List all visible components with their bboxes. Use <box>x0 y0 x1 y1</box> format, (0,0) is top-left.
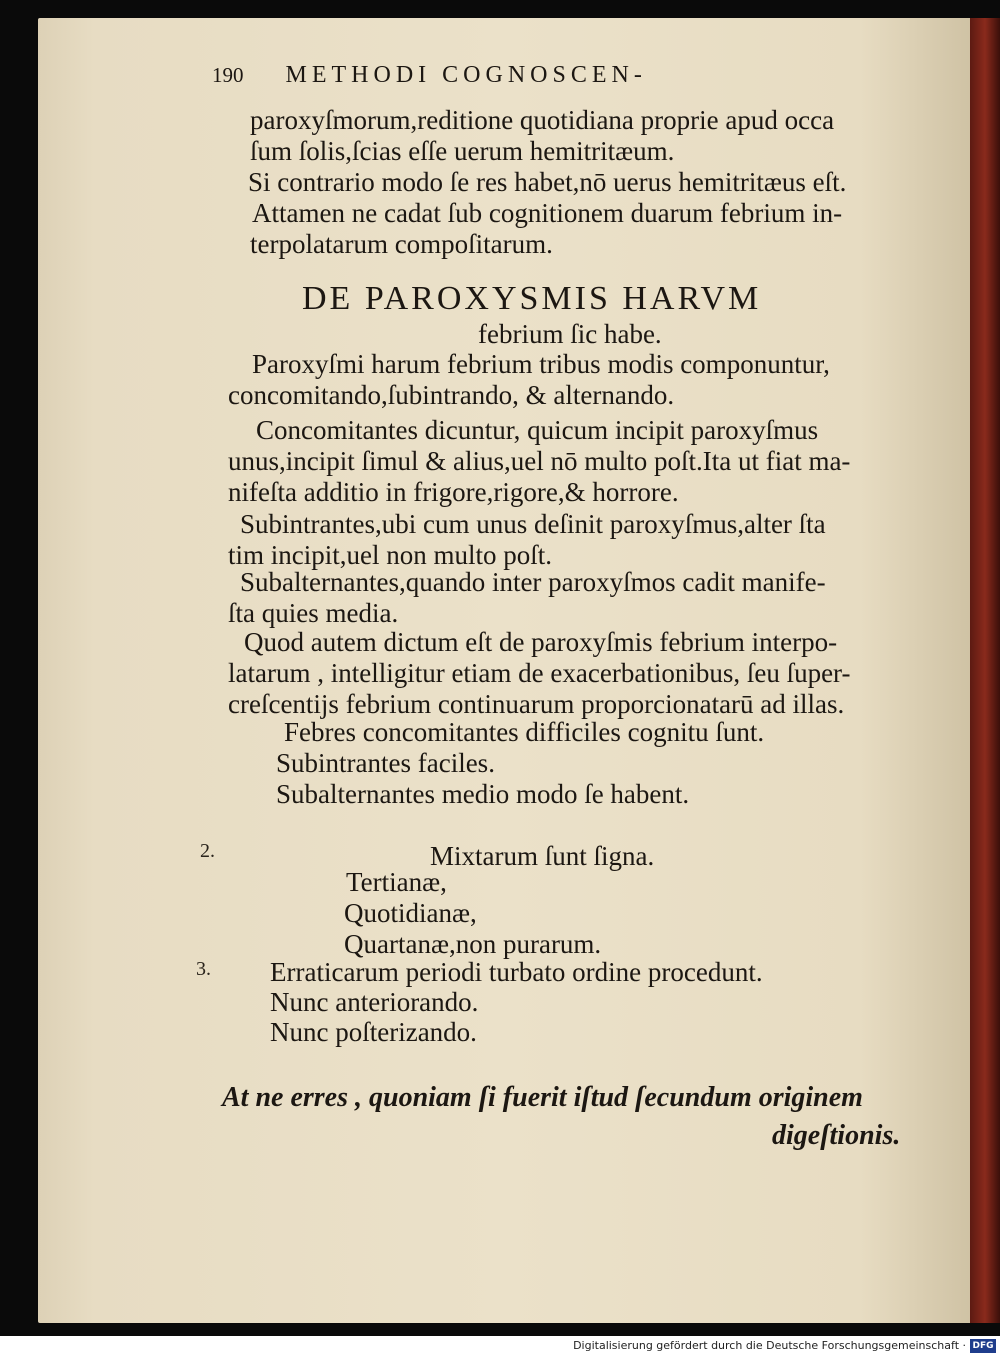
text-line: Nunc poſterizando. <box>270 1017 477 1047</box>
margin-mark: 3. <box>196 958 211 980</box>
text-line: Subalternantes medio modo ſe habent. <box>276 779 690 809</box>
funding-note: Digitalisierung gefördert durch die Deutsche Forschungsgemeinschaft · <box>573 1339 966 1352</box>
running-header <box>212 62 647 89</box>
text-line: Paroxyſmi harum febrium tribus modis componuntur, <box>252 349 830 379</box>
text-line: Quod autem dictum eſt de paroxyſmis febrium interpo- <box>244 627 838 657</box>
text-line: terpolatarum compoſitarum. <box>250 229 553 259</box>
text-line: concomitando,ſubintrando, & alternando. <box>228 380 675 410</box>
footer-bar <box>0 1336 1000 1357</box>
text-line: Subalternantes,quando inter paroxyſmos cadit manife- <box>240 567 826 597</box>
text-line: At ne erres , quoniam ſi fuerit iſtud ſecundum originem <box>222 1082 863 1113</box>
text-line: Erraticarum periodi turbato ordine procedunt. <box>270 957 763 987</box>
text-line: creſcentijs febrium continuarum proporcionatarū ad illas. <box>228 689 845 719</box>
margin-mark: 2. <box>200 840 215 862</box>
text-line: Subintrantes faciles. <box>276 748 495 778</box>
text-line: Nunc anteriorando. <box>270 987 479 1017</box>
text-line: paroxyſmorum,reditione quotidiana proprie apud occa <box>250 105 835 135</box>
text-line: ſta quies media. <box>228 598 399 628</box>
text-line: Quotidianæ, <box>344 898 477 928</box>
dfg-logo-icon: DFG <box>970 1339 996 1353</box>
text-line: Tertianæ, <box>346 867 447 897</box>
text-line: Subintrantes,ubi cum unus deſinit paroxyſmus,alter ſta <box>240 509 826 539</box>
text-line: tim incipit,uel non multo poſt. <box>228 540 552 570</box>
text-line: unus,incipit ſimul & alius,uel nō multo poſt.Ita ut fiat ma- <box>228 446 851 476</box>
text-line: nifeſta additio in frigore,rigore,& horrore. <box>228 477 679 507</box>
text-line: latarum , intelligitur etiam de exacerbationibus, ſeu ſuper- <box>228 658 851 688</box>
text-line: Mixtarum ſunt ſigna. <box>430 841 655 871</box>
text-line: Si contrario modo ſe res habet,nō uerus hemitritæus eſt. <box>248 167 847 197</box>
page-number: 190 <box>212 63 244 87</box>
text-line: digeſtionis. <box>772 1120 901 1151</box>
text-line: Concomitantes dicuntur, quicum incipit paroxyſmus <box>256 415 819 445</box>
text-line: Attamen ne cadat ſub cognitionem duarum febrium in- <box>252 198 843 228</box>
text-line: ſum ſolis,ſcias eſſe uerum hemitritæum. <box>250 136 675 166</box>
book-spine <box>970 18 1000 1323</box>
running-title: METHODI COGNOSCEN- <box>285 62 647 88</box>
text-line: Quartanæ,non purarum. <box>344 929 602 959</box>
section-subheading: febrium ſic habe. <box>478 319 662 349</box>
section-heading: DE PAROXYSMIS HARVM <box>302 280 762 317</box>
text-line: Febres concomitantes difficiles cognitu ſunt. <box>284 717 765 747</box>
